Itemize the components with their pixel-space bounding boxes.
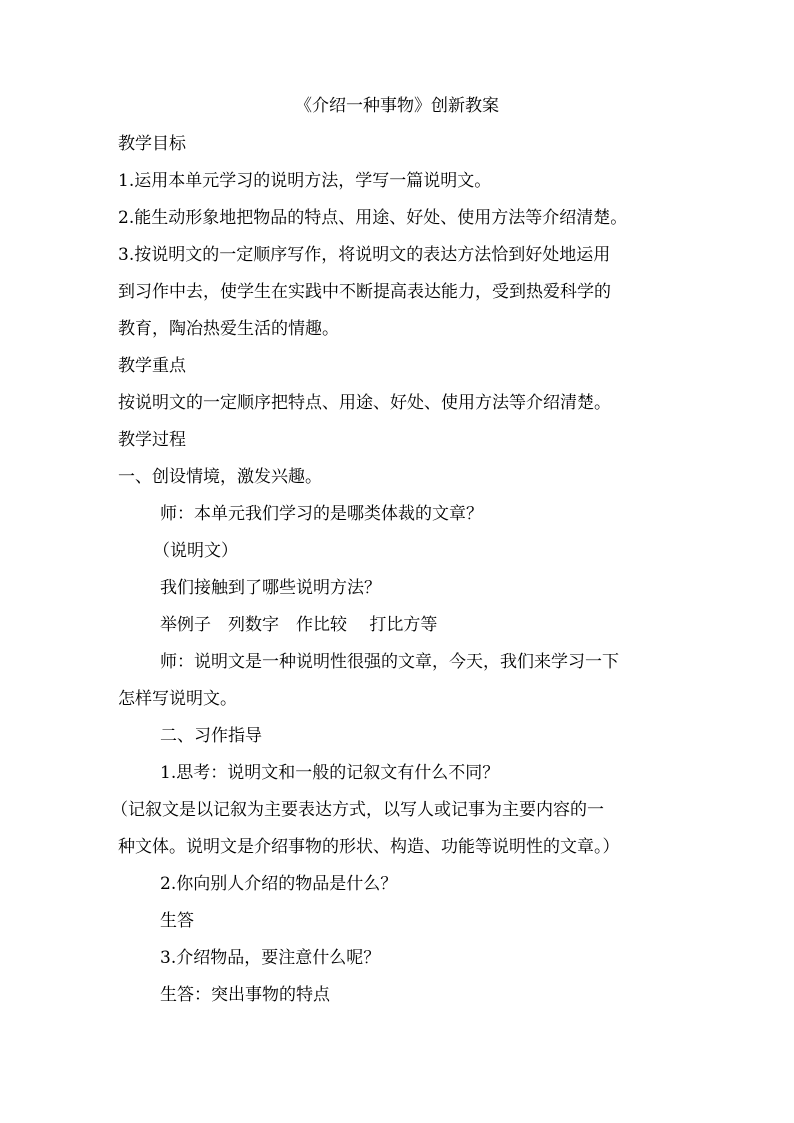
guidance-item-2: 2.你向别人介绍的物品是什么？ [160, 874, 398, 894]
teacher-statement-cont: 怎样写说明文。 [118, 689, 237, 709]
heading-key-points: 教学重点 [118, 356, 186, 376]
heading-teaching-process: 教学过程 [118, 430, 186, 450]
teacher-question-1: 师：本单元我们学习的是哪类体裁的文章？ [160, 504, 483, 524]
goal-item-3: 3.按说明文的一定顺序写作，将说明文的表达方法恰到好处地运用 [118, 245, 611, 265]
student-answer-1: 生答 [160, 911, 194, 931]
goal-item-3-cont-1: 到习作中去，使学生在实践中不断提高表达能力，受到热爱科学的 [118, 282, 611, 302]
section-two-heading: 二、习作指导 [160, 726, 262, 746]
answer-expository: （说明文） [153, 541, 238, 561]
section-one-heading: 一、创设情境，激发兴趣。 [118, 467, 322, 487]
teacher-statement: 师：说明文是一种说明性很强的文章，今天，我们来学习一下 [160, 652, 619, 672]
guidance-item-1: 1.思考：说明文和一般的记叙文有什么不同？ [160, 763, 500, 783]
question-methods: 我们接触到了哪些说明方法？ [160, 578, 381, 598]
guidance-item-1-answer: （记叙文是以记叙为主要表达方式，以写人或记事为主要内容的一 [111, 800, 604, 820]
goal-item-2: 2.能生动形象地把物品的特点、用途、好处、使用方法等介绍清楚。 [118, 208, 628, 228]
guidance-item-3: 3.介绍物品，要注意什么呢？ [160, 948, 381, 968]
document-title: 《介绍一种事物》创新教案 [295, 96, 499, 116]
goal-item-3-cont-2: 教育，陶冶热爱生活的情趣。 [118, 319, 339, 339]
goal-item-1: 1.运用本单元学习的说明方法，学写一篇说明文。 [118, 171, 492, 191]
guidance-item-1-answer-cont: 种文体。说明文是介绍事物的形状、构造、功能等说明性的文章。） [118, 837, 620, 857]
methods-list: 举例子 列数字 作比较 打比方等 [160, 615, 438, 635]
student-answer-2: 生答：突出事物的特点 [160, 985, 330, 1005]
heading-teaching-goals: 教学目标 [118, 134, 186, 154]
key-point-text: 按说明文的一定顺序把特点、用途、好处、使用方法等介绍清楚。 [118, 393, 611, 413]
